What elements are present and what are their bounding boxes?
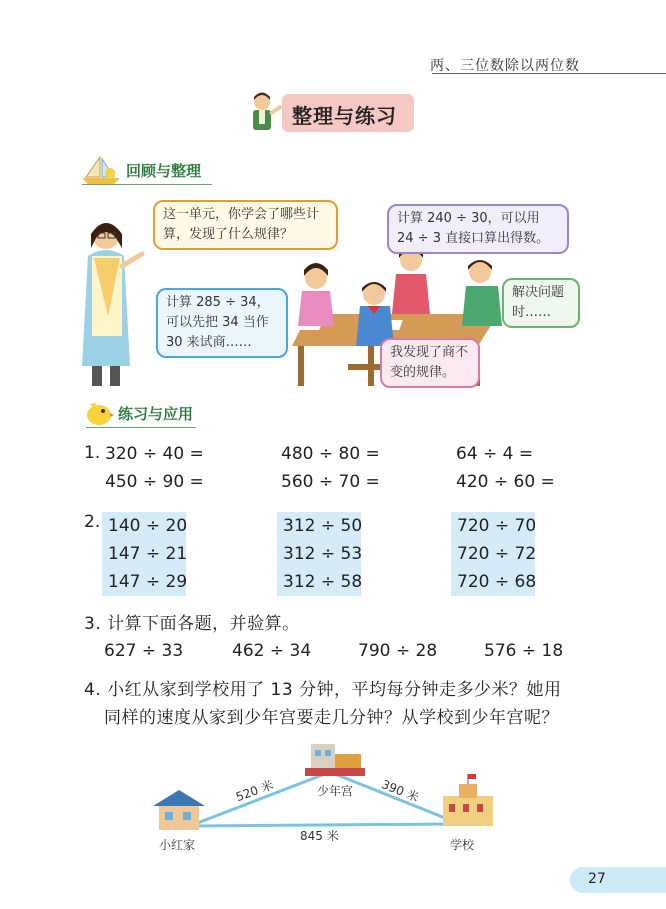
practice-heading xyxy=(84,400,193,426)
girl-left-figure xyxy=(298,263,334,326)
chick-icon xyxy=(84,400,114,426)
q1-item: 450 ÷ 90 = xyxy=(105,472,204,492)
q2-group xyxy=(277,512,361,596)
boy-right-figure xyxy=(462,260,502,326)
q2-item: 312 ÷ 50 xyxy=(283,516,363,536)
q1-item: 420 ÷ 60 = xyxy=(456,472,555,492)
q1-item: 64 ÷ 4 = xyxy=(456,444,534,464)
youth-palace-icon xyxy=(305,744,365,776)
q3-item: 790 ÷ 28 xyxy=(358,641,438,661)
teacher-figure xyxy=(82,223,142,386)
q4-line1: 4. 小红从家到学校用了 13 分钟，平均每分钟走多少米？她用 xyxy=(84,680,562,700)
chapter-header: 两、三位数除以两位数 xyxy=(430,58,580,74)
q1-item: 320 ÷ 40 = xyxy=(105,444,204,464)
page-number-tab xyxy=(570,867,666,893)
distance-home-palace: 520 米 xyxy=(233,777,276,805)
girl-right-speech-bubble: 计算 240 ÷ 30，可以用 24 ÷ 3 直接口算出得数。 xyxy=(387,204,569,254)
route-map xyxy=(145,732,515,852)
page-number: 27 xyxy=(588,871,606,887)
q1-item: 480 ÷ 80 = xyxy=(281,444,380,464)
q2-item: 720 ÷ 72 xyxy=(457,544,537,564)
q2-item: 147 ÷ 29 xyxy=(108,572,188,592)
q2-item: 720 ÷ 68 xyxy=(457,572,537,592)
palace-label: 少年宫 xyxy=(317,784,354,798)
practice-heading-label: 练习与应用 xyxy=(118,404,194,423)
distance-palace-school: 390 米 xyxy=(379,777,421,805)
q2-group xyxy=(102,512,186,596)
boy-right-speech-bubble: 解决问题时…… xyxy=(502,278,580,328)
distance-home-school: 845 米 xyxy=(300,829,339,843)
q3-item: 627 ÷ 33 xyxy=(104,641,184,661)
home-label: 小红家 xyxy=(159,838,196,852)
q3-item: 576 ÷ 18 xyxy=(484,641,564,661)
boy-center-figure xyxy=(356,282,394,346)
school-label: 学校 xyxy=(450,838,475,852)
girl-right-figure xyxy=(392,245,430,314)
q2-item: 147 ÷ 21 xyxy=(108,544,188,564)
q2-item: 312 ÷ 53 xyxy=(283,544,363,564)
girl-left-speech-bubble: 计算 285 ÷ 34，可以先把 34 当作 30 来试商…… xyxy=(156,288,288,358)
school-icon xyxy=(443,774,493,826)
q2-item: 140 ÷ 20 xyxy=(108,516,188,536)
review-heading-label: 回顾与整理 xyxy=(126,161,202,180)
q1-number: 1. xyxy=(84,443,101,463)
q3-item: 462 ÷ 34 xyxy=(232,641,312,661)
q2-item: 312 ÷ 58 xyxy=(283,572,363,592)
header-divider xyxy=(432,73,666,74)
q2-group xyxy=(451,512,535,596)
page-title: 整理与练习 xyxy=(292,104,397,128)
review-heading xyxy=(80,155,201,185)
practice-heading-underline xyxy=(86,427,196,428)
q1-item: 560 ÷ 70 = xyxy=(281,472,380,492)
teacher-speech-bubble: 这一单元，你学会了哪些计算，发现了什么规律？ xyxy=(153,200,338,250)
page-title-block xyxy=(248,92,413,134)
house-icon xyxy=(153,790,205,830)
q2-number: 2. xyxy=(84,512,101,532)
review-heading-underline xyxy=(82,184,212,185)
boy-center-speech-bubble: 我发现了商不变的规律。 xyxy=(380,338,480,388)
q2-item: 720 ÷ 70 xyxy=(457,516,537,536)
q3-prompt: 3. 计算下面各题，并验算。 xyxy=(84,614,300,634)
sailboat-icon xyxy=(80,155,122,185)
q4-line2: 同样的速度从家到少年宫要走几分钟？从学校到少年宫呢？ xyxy=(104,708,559,728)
